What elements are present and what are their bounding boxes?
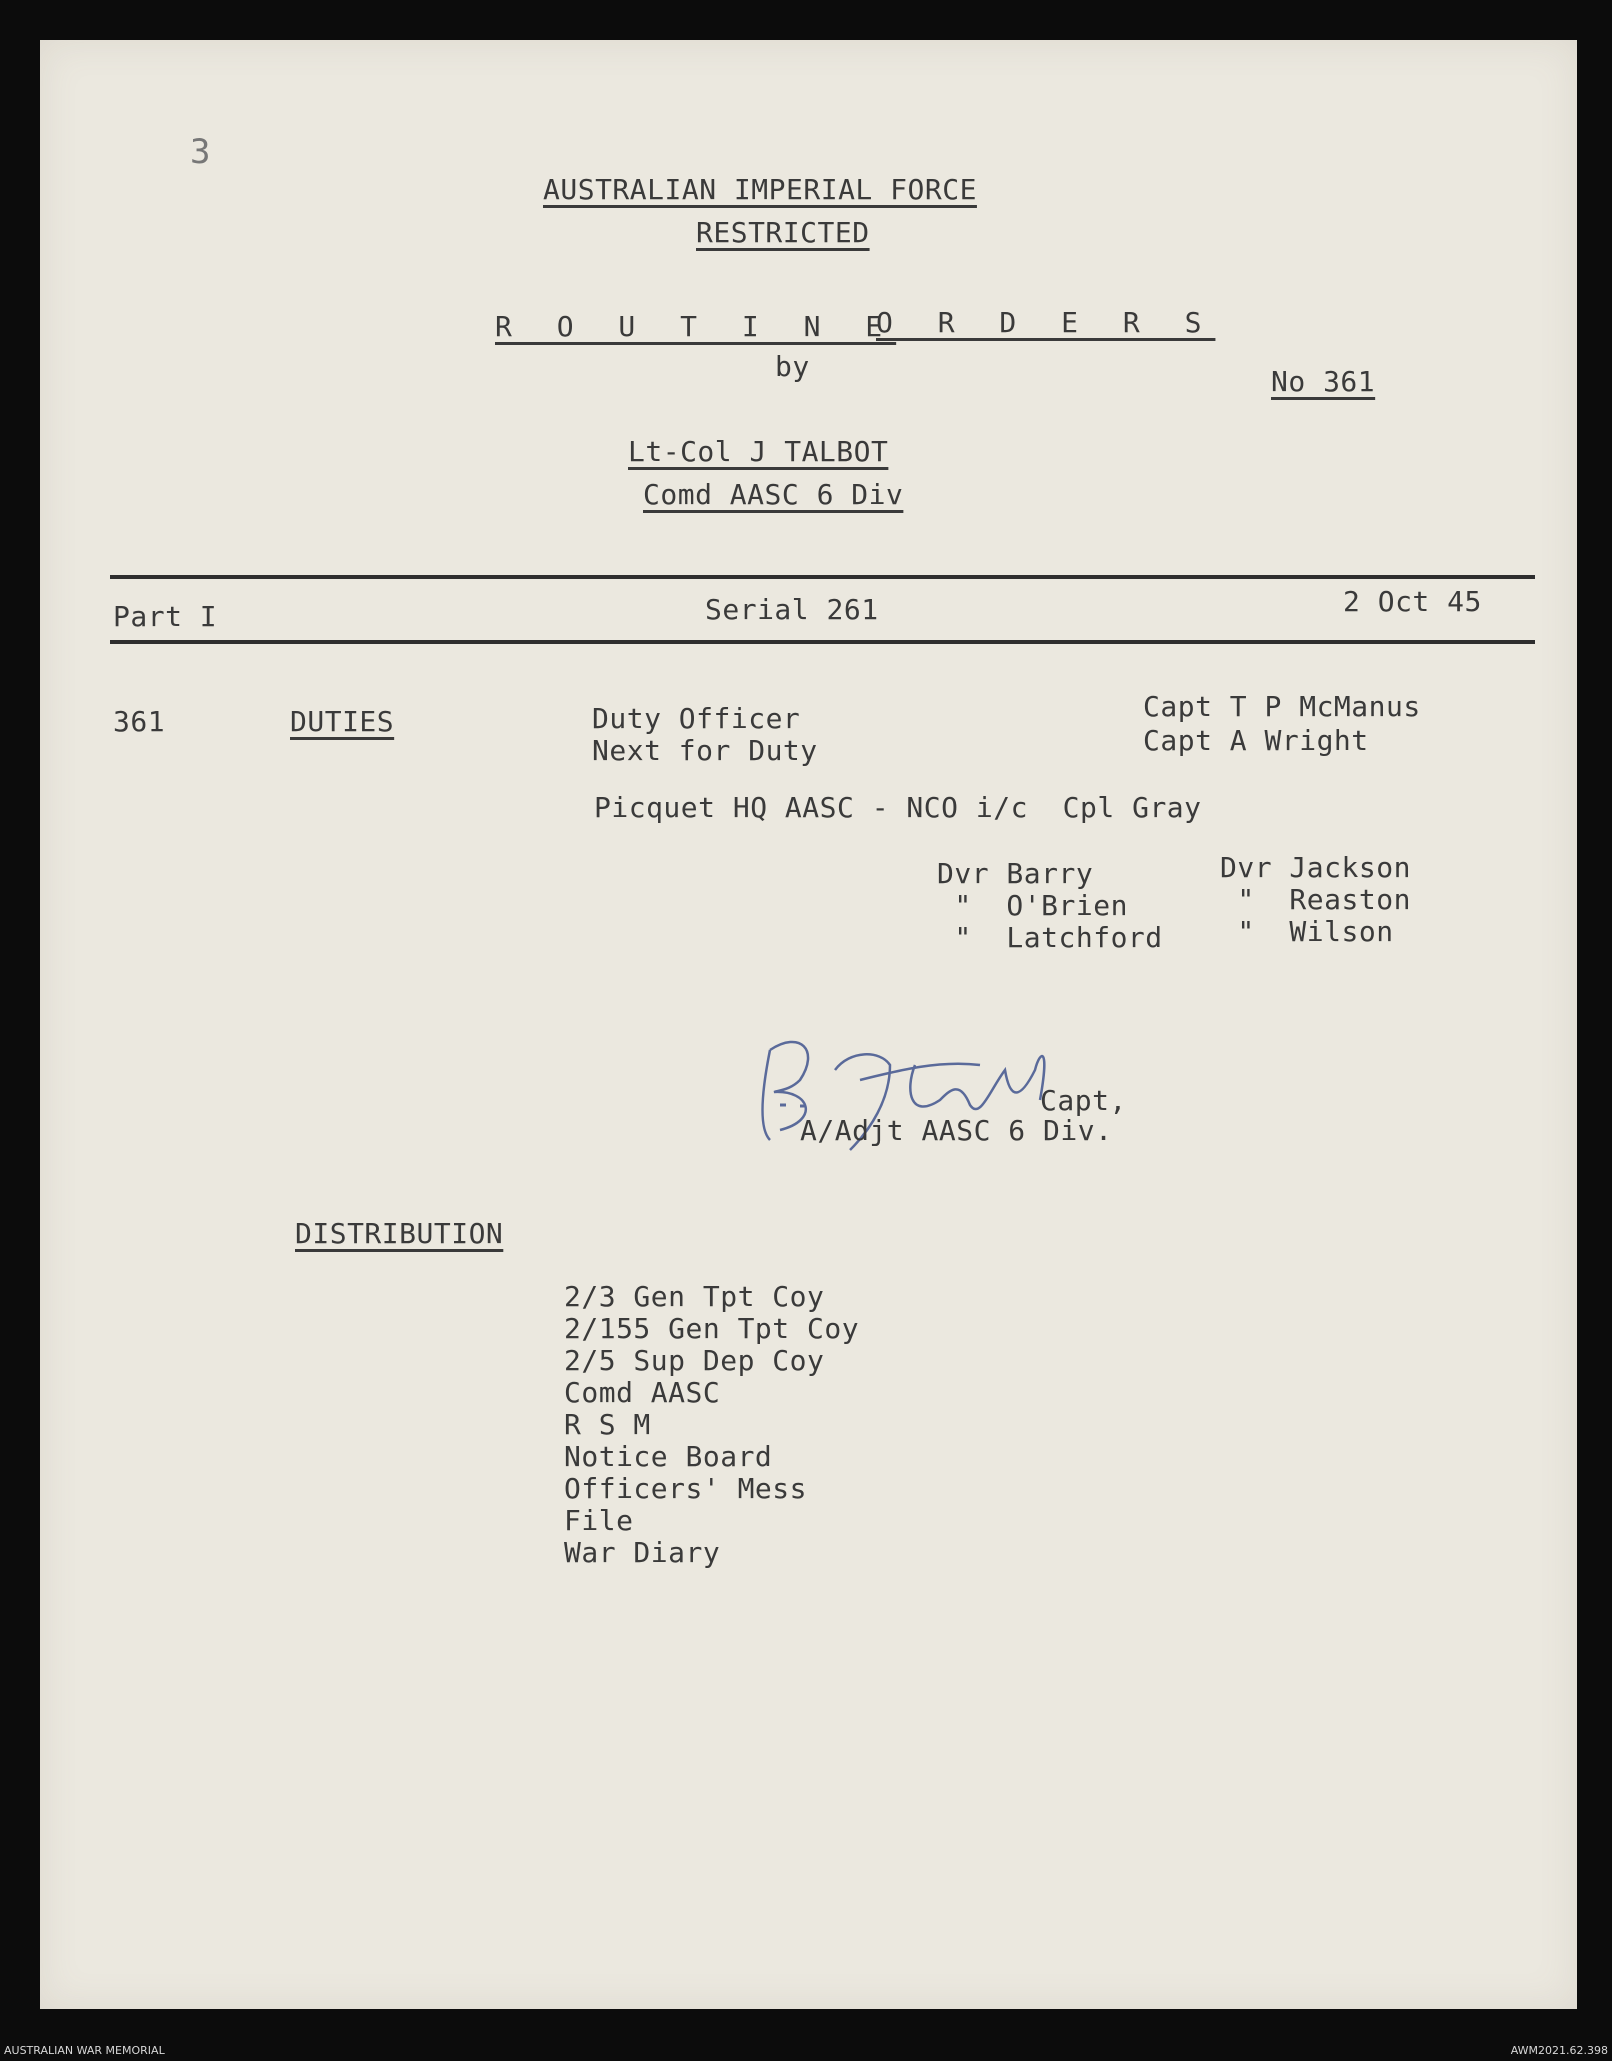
command: Comd AASC 6 Div xyxy=(643,478,904,511)
commander: Lt-Col J TALBOT xyxy=(628,435,889,468)
driver-right-1: Dvr Jackson xyxy=(1220,851,1411,884)
document-title-2 xyxy=(876,306,1215,339)
signature-appointment: A/Adjt AASC 6 Div. xyxy=(800,1114,1113,1147)
distribution-item: File xyxy=(564,1504,634,1537)
part-label: Part I xyxy=(113,600,218,633)
document-title xyxy=(495,310,896,343)
document-page xyxy=(40,40,1577,2009)
title-word-2: O R D E R S xyxy=(876,306,1216,339)
distribution-item: Officers' Mess xyxy=(564,1472,808,1505)
signature-rank: Capt, xyxy=(1040,1084,1127,1117)
distribution-item: War Diary xyxy=(564,1536,721,1569)
driver-left-2: " O'Brien xyxy=(937,889,1128,922)
distribution-item: Comd AASC xyxy=(564,1376,721,1409)
driver-left-1: Dvr Barry xyxy=(937,857,1094,890)
next-for-duty-name: Capt A Wright xyxy=(1143,724,1369,757)
by-label: by xyxy=(775,350,810,383)
footer-accession: AWM2021.62.398 xyxy=(1510,2044,1608,2057)
driver-right-2: " Reaston xyxy=(1220,883,1411,916)
date-label: 2 Oct 45 xyxy=(1343,585,1482,618)
duty-officer-label: Duty Officer xyxy=(592,702,801,735)
distribution-item: 2/3 Gen Tpt Coy xyxy=(564,1280,825,1313)
driver-left-3: " Latchford xyxy=(937,921,1163,954)
driver-right-3: " Wilson xyxy=(1220,915,1394,948)
top-rule xyxy=(110,575,1535,579)
next-for-duty-label: Next for Duty xyxy=(592,734,818,767)
footer-institution: AUSTRALIAN WAR MEMORIAL xyxy=(4,2044,165,2057)
distribution-item: R S M xyxy=(564,1408,651,1441)
bottom-rule xyxy=(110,640,1535,644)
picquet-line: Picquet HQ AASC - NCO i/c Cpl Gray xyxy=(594,791,1202,824)
org-heading: AUSTRALIAN IMPERIAL FORCE xyxy=(543,173,977,206)
page-mark: 3 xyxy=(190,132,211,172)
serial-label: Serial 261 xyxy=(705,593,879,626)
order-number: No 361 xyxy=(1271,365,1376,398)
distribution-item: 2/5 Sup Dep Coy xyxy=(564,1344,825,1377)
order-item-number: 361 xyxy=(113,705,166,738)
order-item-heading: DUTIES xyxy=(290,705,395,738)
distribution-item: Notice Board xyxy=(564,1440,773,1473)
classification: RESTRICTED xyxy=(696,216,870,249)
distribution-item: 2/155 Gen Tpt Coy xyxy=(564,1312,860,1345)
distribution-heading: DISTRIBUTION xyxy=(295,1217,504,1250)
duty-officer-name: Capt T P McManus xyxy=(1143,690,1421,723)
title-word-1: R O U T I N E xyxy=(495,310,897,343)
